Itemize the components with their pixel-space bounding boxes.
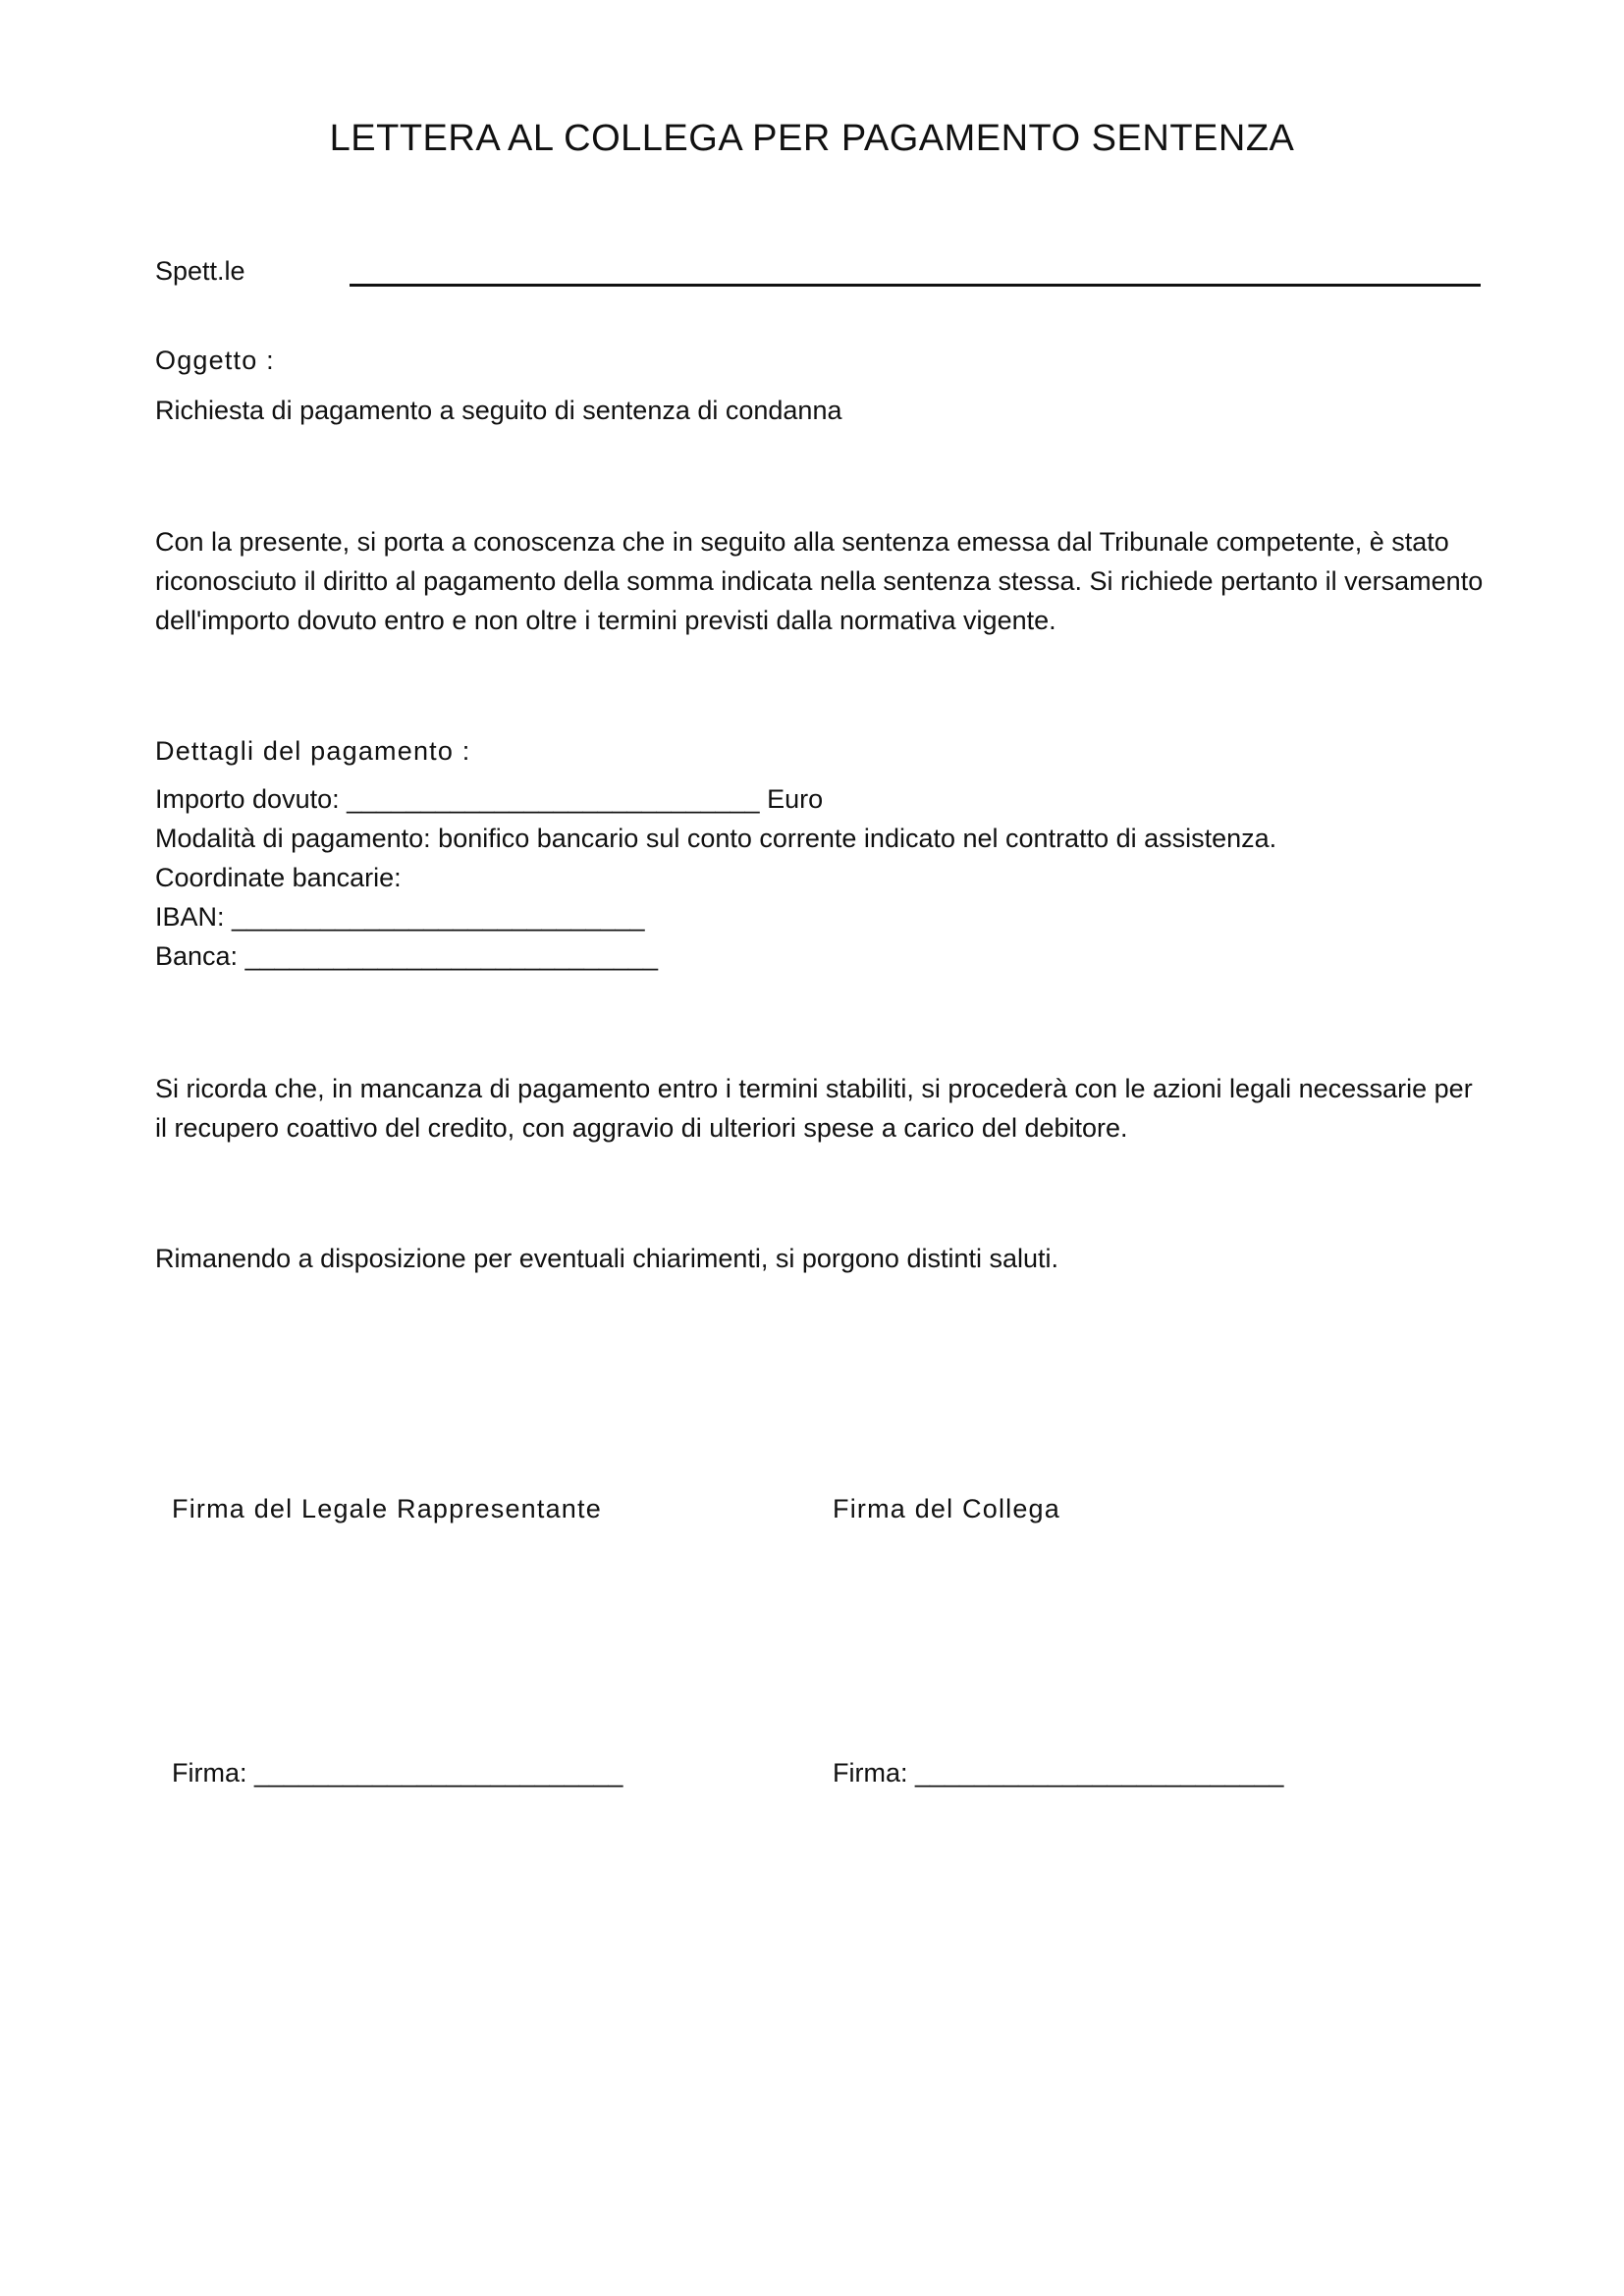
amount-unit: Euro	[767, 784, 824, 814]
iban-blank: ____________________________	[232, 902, 645, 932]
signature-right-label: Firma:	[833, 1758, 908, 1788]
warning-paragraph: Si ricorda che, in mancanza di pagamento entro i termini stabiliti, si procederà con le azioni legali necessarie per il recupero coattivo del credito, con aggravio di ulteriori spese a carico del debitore.	[155, 1074, 1473, 1143]
recipient-line	[350, 284, 1481, 287]
document-title: LETTERA AL COLLEGA PER PAGAMENTO SENTENZA	[329, 118, 1295, 159]
payment-method: Modalità di pagamento: bonifico bancario sul conto corrente indicato nel contratto di assistenza.	[155, 824, 1277, 853]
amount-label: Importo dovuto:	[155, 784, 340, 814]
subject-label: Oggetto :	[155, 346, 275, 375]
signature-left-title: Firma del Legale Rappresentante	[172, 1494, 602, 1523]
signature-right-blank: _________________________	[915, 1758, 1284, 1788]
closing-text: Rimanendo a disposizione per eventuali chiarimenti, si porgono distinti saluti.	[155, 1244, 1059, 1273]
signature-right-title: Firma del Collega	[833, 1494, 1060, 1523]
amount-blank: ____________________________	[347, 784, 760, 814]
bank-line	[155, 936, 658, 976]
signature-right-line	[833, 1753, 1283, 1792]
bank-label: Banca:	[155, 941, 239, 971]
amount-line	[155, 779, 823, 819]
signature-left-blank: _________________________	[254, 1758, 623, 1788]
subject-text: Richiesta di pagamento a seguito di sentenza di condanna	[155, 396, 842, 425]
payment-heading: Dettagli del pagamento :	[155, 736, 471, 766]
signature-left-line	[172, 1753, 623, 1792]
bank-coordinates-label: Coordinate bancarie:	[155, 863, 402, 892]
recipient-label: Spett.le	[155, 256, 245, 286]
bank-blank: ____________________________	[244, 941, 659, 971]
intro-paragraph: Con la presente, si porta a conoscenza che in seguito alla sentenza emessa dal Tribunale competente, è stato riconosciuto il diritto al pagamento della somma indicata nella sentenza stessa. Si richiede pertanto il versamento dell'importo dovuto entro e non oltre i termini previsti dalla normativa vigente.	[155, 527, 1484, 635]
signature-left-label: Firma:	[172, 1758, 247, 1788]
iban-line	[155, 897, 645, 936]
iban-label: IBAN:	[155, 902, 225, 932]
